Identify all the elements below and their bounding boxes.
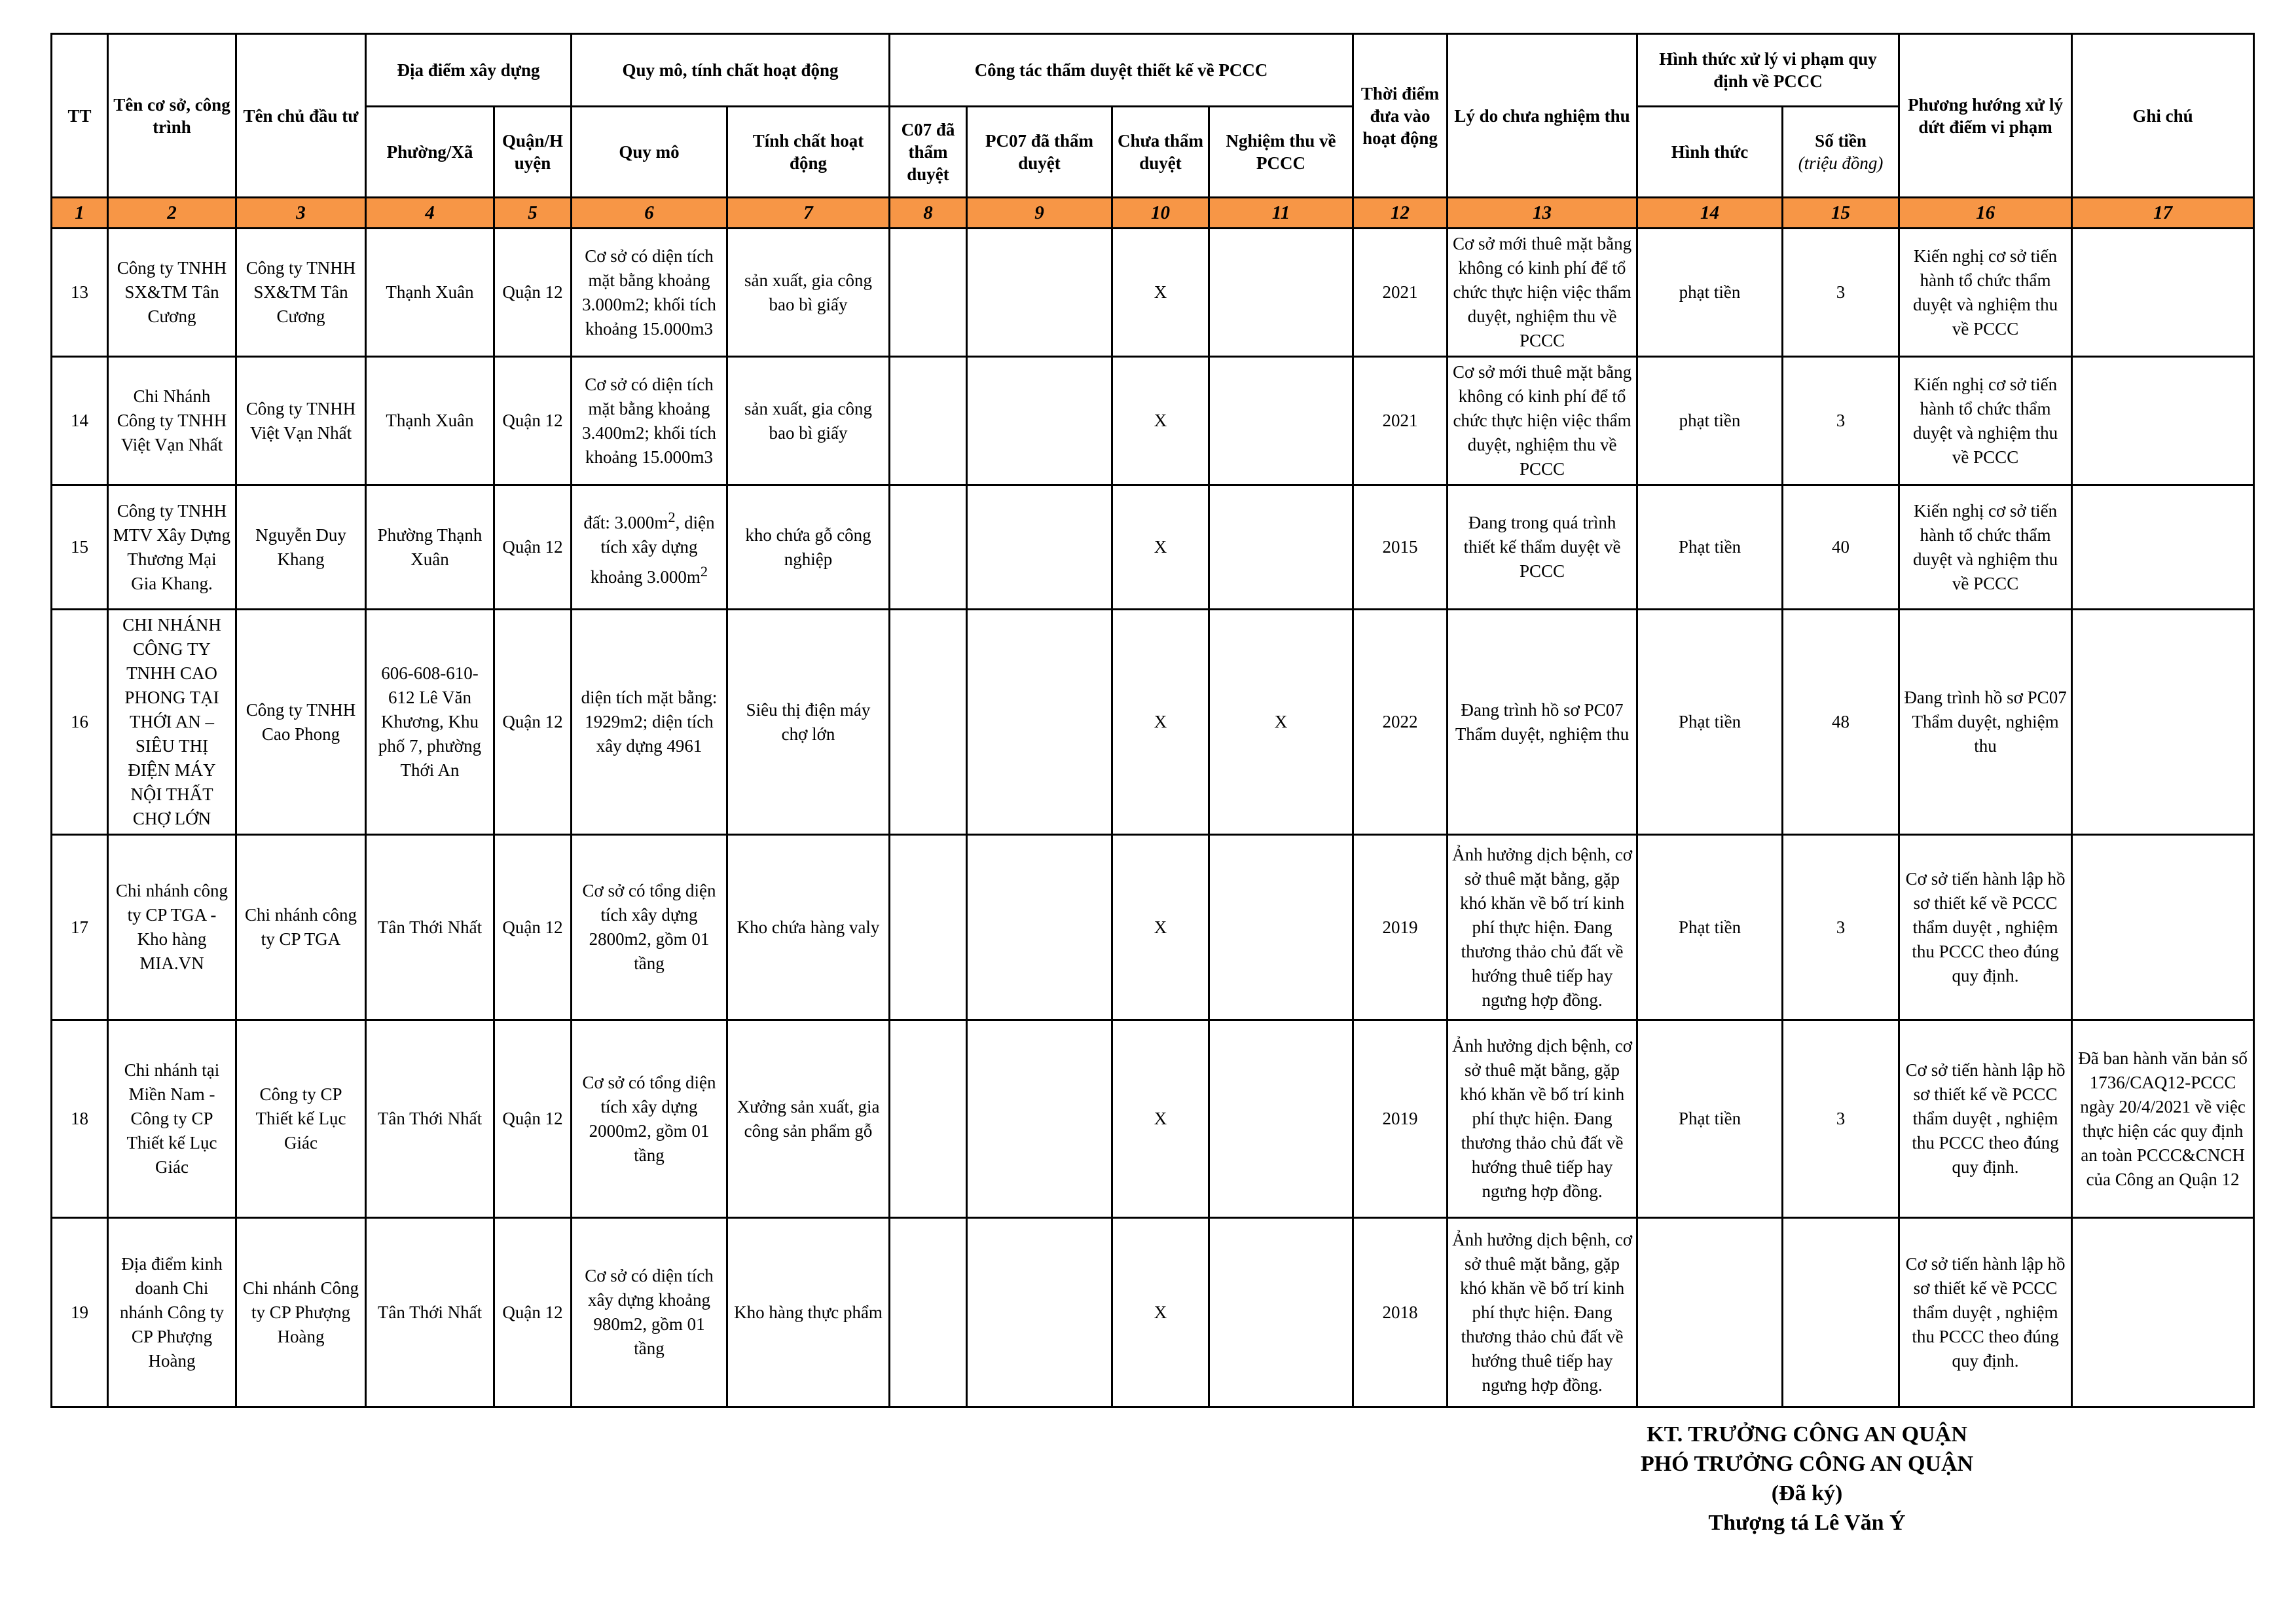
- cell-c07: [890, 610, 967, 835]
- column-number: 4: [366, 198, 494, 229]
- cell-note: [2072, 229, 2254, 357]
- signature-title-2: PHÓ TRƯỞNG CÔNG AN QUẬN: [1640, 1452, 1974, 1476]
- header-acceptance: Nghiệm thu về PCCC: [1209, 107, 1353, 198]
- column-number: 12: [1353, 198, 1448, 229]
- cell-reason: Ảnh hưởng dịch bệnh, cơ sở thuê mặt bằng, gặp khó khăn về bố trí kinh phí thực hiện. Đang thương thảo chủ đất về hướng thuê tiếp hay ngưng hợp đồng.: [1448, 1218, 1637, 1407]
- cell-district: Quận 12: [494, 610, 572, 835]
- cell-time: 2021: [1353, 357, 1448, 485]
- cell-note: [2072, 485, 2254, 610]
- cell-investor: Công ty TNHH Cao Phong: [236, 610, 366, 835]
- cell-direction: Đang trình hồ sơ PC07 Thẩm duyệt, nghiệm thu: [1899, 610, 2072, 835]
- cell-c07: [890, 357, 967, 485]
- table-row: [52, 610, 2254, 835]
- cell-c07: [890, 1218, 967, 1407]
- table-row: [52, 1218, 2254, 1407]
- signature-title-1: KT. TRƯỞNG CÔNG AN QUẬN: [1647, 1422, 1967, 1447]
- column-number: 5: [494, 198, 572, 229]
- header-location: Địa điểm xây dựng: [366, 34, 572, 107]
- cell-facility: Địa điểm kinh doanh Chi nhánh Công ty CP Phượng Hoàng: [108, 1218, 236, 1407]
- cell-scale: [572, 485, 727, 610]
- header-scale-group: Quy mô, tính chất hoạt động: [572, 34, 890, 107]
- header-c07: C07 đã thẩm duyệt: [890, 107, 967, 198]
- table-row: [52, 357, 2254, 485]
- header-direction: Phương hướng xử lý dứt điểm vi phạm: [1899, 34, 2072, 198]
- cell-not-approved: X: [1112, 1218, 1209, 1407]
- column-number: 14: [1637, 198, 1783, 229]
- cell-direction: Cơ sở tiến hành lập hồ sơ thiết kế về PCCC thẩm duyệt , nghiệm thu PCCC theo đúng quy định.: [1899, 835, 2072, 1020]
- cell-ward: Thạnh Xuân: [366, 229, 494, 357]
- cell-nature: Kho hàng thực phẩm: [727, 1218, 890, 1407]
- cell-investor: Nguyễn Duy Khang: [236, 485, 366, 610]
- cell-district: Quận 12: [494, 1218, 572, 1407]
- cell-facility: CHI NHÁNH CÔNG TY TNHH CAO PHONG TẠI THỚI AN – SIÊU THỊ ĐIỆN MÁY NỘI THẤT CHỢ LỚN: [108, 610, 236, 835]
- signature-signed: (Đã ký): [1771, 1481, 1843, 1505]
- header-district: Quận/H uyện: [494, 107, 572, 198]
- superscript: 2: [668, 509, 676, 525]
- cell-c07: [890, 835, 967, 1020]
- cell-nature: Siêu thị điện máy chợ lớn: [727, 610, 890, 835]
- column-number: 7: [727, 198, 890, 229]
- cell-note: [2072, 835, 2254, 1020]
- cell-time: 2018: [1353, 1218, 1448, 1407]
- column-number: 17: [2072, 198, 2254, 229]
- cell-reason: Đang trong quá trình thiết kế thẩm duyệt về PCCC: [1448, 485, 1637, 610]
- cell-time: 2021: [1353, 229, 1448, 357]
- cell-acceptance: [1209, 835, 1353, 1020]
- cell-tt: 19: [52, 1218, 108, 1407]
- header-penalty-group: Hình thức xử lý vi phạm quy định về PCCC: [1637, 34, 1899, 107]
- header-time: Thời điểm đưa vào hoạt động: [1353, 34, 1448, 198]
- cell-investor: Công ty TNHH SX&TM Tân Cương: [236, 229, 366, 357]
- cell-tt: 17: [52, 835, 108, 1020]
- cell-pc07: [967, 610, 1112, 835]
- superscript: 2: [700, 563, 708, 580]
- cell-acceptance: [1209, 1020, 1353, 1218]
- cell-amount: [1783, 1218, 1899, 1407]
- cell-note: [2072, 357, 2254, 485]
- header-reason: Lý do chưa nghiệm thu: [1448, 34, 1637, 198]
- cell-acceptance: [1209, 357, 1353, 485]
- cell-amount: 48: [1783, 610, 1899, 835]
- cell-amount: 3: [1783, 835, 1899, 1020]
- cell-scale: Cơ sở có tổng diện tích xây dựng 2000m2, gồm 01 tầng: [572, 1020, 727, 1218]
- cell-pc07: [967, 229, 1112, 357]
- cell-pc07: [967, 485, 1112, 610]
- cell-not-approved: X: [1112, 835, 1209, 1020]
- table-row: [52, 1020, 2254, 1218]
- table-row: [52, 229, 2254, 357]
- header-scale: Quy mô: [572, 107, 727, 198]
- cell-tt: 14: [52, 357, 108, 485]
- signature-block: [1545, 1420, 2069, 1538]
- cell-facility: Chi nhánh công ty CP TGA - Kho hàng MIA.VN: [108, 835, 236, 1020]
- cell-pc07: [967, 357, 1112, 485]
- cell-direction: Cơ sở tiến hành lập hồ sơ thiết kế về PCCC thẩm duyệt , nghiệm thu PCCC theo đúng quy định.: [1899, 1218, 2072, 1407]
- column-number: 9: [967, 198, 1112, 229]
- cell-note: [2072, 610, 2254, 835]
- cell-pc07: [967, 1020, 1112, 1218]
- cell-reason: Ảnh hưởng dịch bệnh, cơ sở thuê mặt bằng, gặp khó khăn về bố trí kinh phí thực hiện. Đang thương thảo chủ đất về hướng thuê tiếp hay ngưng hợp đồng.: [1448, 1020, 1637, 1218]
- cell-nature: Xưởng sản xuất, gia công sản phẩm gỗ: [727, 1020, 890, 1218]
- cell-investor: Chi nhánh Công ty CP Phượng Hoàng: [236, 1218, 366, 1407]
- cell-nature: kho chứa gỗ công nghiệp: [727, 485, 890, 610]
- cell-tt: 16: [52, 610, 108, 835]
- header-tt: TT: [52, 34, 108, 198]
- cell-not-approved: X: [1112, 485, 1209, 610]
- cell-c07: [890, 1020, 967, 1218]
- cell-not-approved: X: [1112, 357, 1209, 485]
- cell-amount: 3: [1783, 1020, 1899, 1218]
- column-number: 10: [1112, 198, 1209, 229]
- table-row: [52, 835, 2254, 1020]
- cell-pc07: [967, 1218, 1112, 1407]
- cell-time: 2019: [1353, 1020, 1448, 1218]
- cell-amount: 3: [1783, 229, 1899, 357]
- scale-text: đất: 3.000m: [583, 513, 668, 532]
- cell-time: 2022: [1353, 610, 1448, 835]
- cell-note: Đã ban hành văn bản số 1736/CAQ12-PCCC ngày 20/4/2021 về việc thực hiện các quy định an toàn PCCC&CNCH của Công an Quận 12: [2072, 1020, 2254, 1218]
- cell-tt: 13: [52, 229, 108, 357]
- cell-direction: Kiến nghị cơ sở tiến hành tổ chức thẩm duyệt và nghiệm thu về PCCC: [1899, 485, 2072, 610]
- cell-acceptance: [1209, 485, 1353, 610]
- cell-tt: 15: [52, 485, 108, 610]
- cell-penalty: phạt tiền: [1637, 229, 1783, 357]
- cell-pc07: [967, 835, 1112, 1020]
- cell-district: Quận 12: [494, 835, 572, 1020]
- cell-note: [2072, 1218, 2254, 1407]
- cell-ward: Tân Thới Nhất: [366, 1218, 494, 1407]
- cell-investor: Chi nhánh công ty CP TGA: [236, 835, 366, 1020]
- header-not-approved: Chưa thẩm duyệt: [1112, 107, 1209, 198]
- column-number: 1: [52, 198, 108, 229]
- column-number: 11: [1209, 198, 1353, 229]
- header-approval-group: Công tác thẩm duyệt thiết kế về PCCC: [890, 34, 1353, 107]
- header-penalty-form: Hình thức: [1637, 107, 1783, 198]
- cell-acceptance: [1209, 1218, 1353, 1407]
- cell-investor: Công ty CP Thiết kế Lục Giác: [236, 1020, 366, 1218]
- scale-text: , diện tích xây dựng khoảng 3.000m: [590, 513, 715, 587]
- cell-penalty: [1637, 1218, 1783, 1407]
- cell-district: Quận 12: [494, 229, 572, 357]
- cell-facility: Công ty TNHH MTV Xây Dựng Thương Mại Gia Khang.: [108, 485, 236, 610]
- header-ward: Phường/Xã: [366, 107, 494, 198]
- cell-facility: Công ty TNHH SX&TM Tân Cương: [108, 229, 236, 357]
- header-pc07: PC07 đã thẩm duyệt: [967, 107, 1112, 198]
- cell-nature: Kho chứa hàng valy: [727, 835, 890, 1020]
- header-amount: [1783, 107, 1899, 198]
- cell-ward: 606-608-610-612 Lê Văn Khương, Khu phố 7, phường Thới An: [366, 610, 494, 835]
- cell-not-approved: X: [1112, 229, 1209, 357]
- cell-amount: 40: [1783, 485, 1899, 610]
- cell-penalty: Phạt tiền: [1637, 610, 1783, 835]
- cell-penalty: Phạt tiền: [1637, 1020, 1783, 1218]
- cell-acceptance: [1209, 229, 1353, 357]
- cell-reason: Đang trình hồ sơ PC07 Thẩm duyệt, nghiệm thu: [1448, 610, 1637, 835]
- cell-time: 2019: [1353, 835, 1448, 1020]
- cell-district: Quận 12: [494, 485, 572, 610]
- signature-name: Thượng tá Lê Văn Ý: [1708, 1511, 1906, 1535]
- cell-direction: Kiến nghị cơ sở tiến hành tổ chức thẩm duyệt và nghiệm thu về PCCC: [1899, 229, 2072, 357]
- cell-reason: Cơ sở mới thuê mặt bằng không có kinh phí để tổ chức thực hiện việc thẩm duyệt, nghiệm thu về PCCC: [1448, 229, 1637, 357]
- header-investor: Tên chủ đầu tư: [236, 34, 366, 198]
- cell-time: 2015: [1353, 485, 1448, 610]
- report-table: [50, 33, 2255, 1408]
- column-number: 13: [1448, 198, 1637, 229]
- cell-amount: 3: [1783, 357, 1899, 485]
- cell-penalty: Phạt tiền: [1637, 835, 1783, 1020]
- cell-facility: Chi nhánh tại Miền Nam - Công ty CP Thiết kế Lục Giác: [108, 1020, 236, 1218]
- header-nature: Tính chất hoạt động: [727, 107, 890, 198]
- column-number: 15: [1783, 198, 1899, 229]
- table-row: [52, 485, 2254, 610]
- column-number: 2: [108, 198, 236, 229]
- cell-c07: [890, 229, 967, 357]
- cell-ward: Thạnh Xuân: [366, 357, 494, 485]
- header-amount-unit: (triệu đồng): [1798, 153, 1884, 173]
- cell-ward: Phường Thạnh Xuân: [366, 485, 494, 610]
- column-number: 6: [572, 198, 727, 229]
- cell-scale: Cơ sở có diện tích mặt bằng khoảng 3.000m2; khối tích khoảng 15.000m3: [572, 229, 727, 357]
- cell-ward: Tân Thới Nhất: [366, 1020, 494, 1218]
- cell-scale: diện tích mặt bằng: 1929m2; diện tích xây dựng 4961: [572, 610, 727, 835]
- cell-scale: Cơ sở có tổng diện tích xây dựng 2800m2, gồm 01 tầng: [572, 835, 727, 1020]
- cell-nature: sản xuất, gia công bao bì giấy: [727, 229, 890, 357]
- cell-nature: sản xuất, gia công bao bì giấy: [727, 357, 890, 485]
- cell-c07: [890, 485, 967, 610]
- cell-investor: Công ty TNHH Việt Vạn Nhất: [236, 357, 366, 485]
- cell-scale: Cơ sở có diện tích xây dựng khoảng 980m2, gồm 01 tầng: [572, 1218, 727, 1407]
- column-number-row: [52, 198, 2254, 229]
- header-note: Ghi chú: [2072, 34, 2254, 198]
- cell-direction: Cơ sở tiến hành lập hồ sơ thiết kế về PCCC thẩm duyệt , nghiệm thu PCCC theo đúng quy định.: [1899, 1020, 2072, 1218]
- cell-scale: Cơ sở có diện tích mặt bằng khoảng 3.400m2; khối tích khoảng 15.000m3: [572, 357, 727, 485]
- cell-facility: Chi Nhánh Công ty TNHH Việt Vạn Nhất: [108, 357, 236, 485]
- cell-penalty: phạt tiền: [1637, 357, 1783, 485]
- column-number: 8: [890, 198, 967, 229]
- cell-tt: 18: [52, 1020, 108, 1218]
- column-number: 16: [1899, 198, 2072, 229]
- cell-district: Quận 12: [494, 1020, 572, 1218]
- cell-district: Quận 12: [494, 357, 572, 485]
- cell-not-approved: X: [1112, 610, 1209, 835]
- cell-not-approved: X: [1112, 1020, 1209, 1218]
- header-facility: Tên cơ sở, công trình: [108, 34, 236, 198]
- cell-direction: Kiến nghị cơ sở tiến hành tổ chức thẩm duyệt và nghiệm thu về PCCC: [1899, 357, 2072, 485]
- cell-reason: Cơ sở mới thuê mặt bằng không có kinh phí để tổ chức thực hiện việc thẩm duyệt, nghiệm thu về PCCC: [1448, 357, 1637, 485]
- cell-reason: Ảnh hưởng dịch bệnh, cơ sở thuê mặt bằng, gặp khó khăn về bố trí kinh phí thực hiện. Đang thương thảo chủ đất về hướng thuê tiếp hay ngưng hợp đồng.: [1448, 835, 1637, 1020]
- cell-penalty: Phạt tiền: [1637, 485, 1783, 610]
- cell-ward: Tân Thới Nhất: [366, 835, 494, 1020]
- header-amount-label: Số tiền: [1815, 131, 1867, 151]
- column-number: 3: [236, 198, 366, 229]
- cell-acceptance: X: [1209, 610, 1353, 835]
